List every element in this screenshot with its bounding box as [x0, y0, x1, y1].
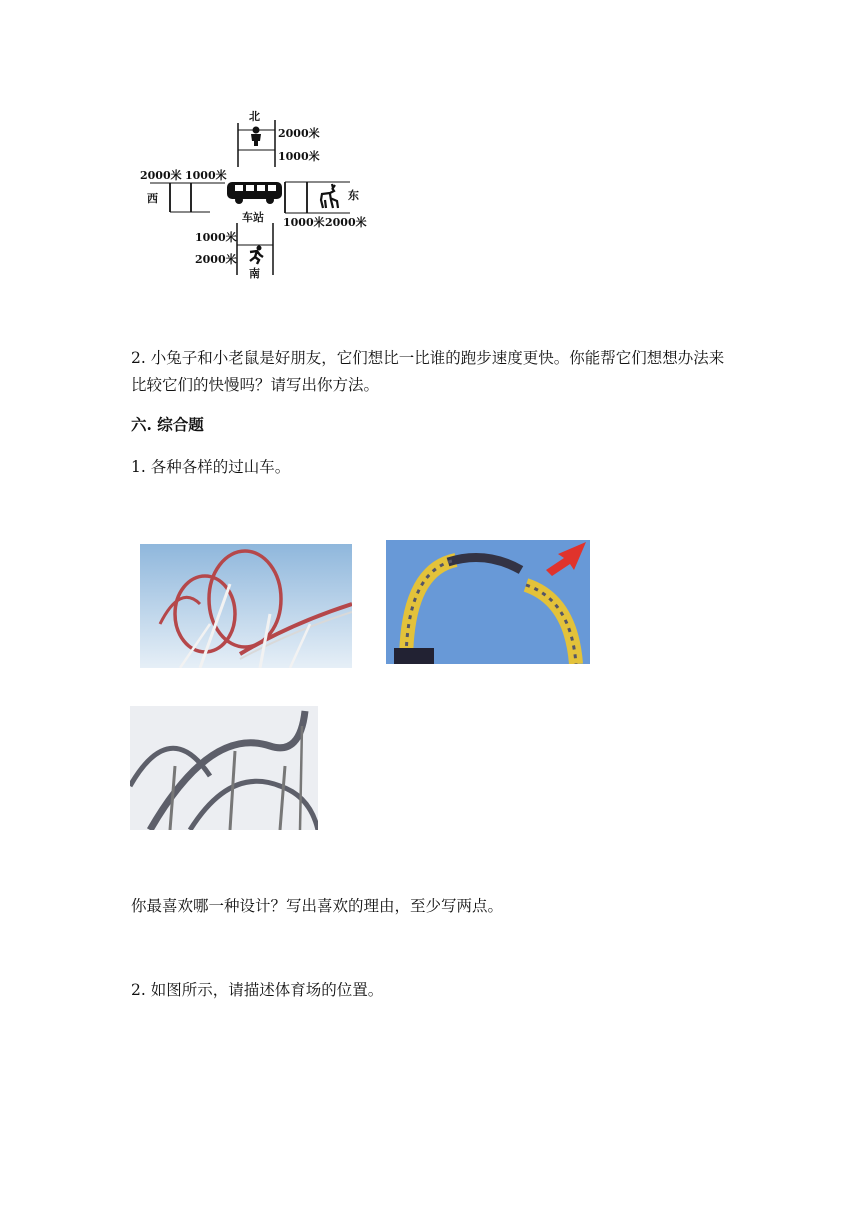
section-six-heading: 六. 综合题 [131, 415, 204, 434]
direction-map [135, 105, 375, 285]
west-label: 西 [147, 192, 158, 205]
runner-south-icon [247, 245, 265, 265]
south-near-distance: 1000米 [195, 231, 237, 244]
bus-icon [225, 179, 285, 205]
deer-east-icon [318, 183, 340, 209]
north-label: 北 [249, 110, 260, 123]
west-near-distance: 1000米 [185, 169, 227, 182]
coaster-photo-red-loops [140, 544, 352, 668]
coaster-photo-yellow-arch [386, 540, 590, 664]
west-far-distance: 2000米 [140, 169, 182, 182]
south-far-distance: 2000米 [195, 253, 237, 266]
east-label: 东 [348, 189, 359, 202]
east-far-distance: 2000米 [325, 216, 367, 229]
coaster-yellow-arch-image [386, 540, 590, 664]
north-far-distance: 2000米 [278, 127, 320, 140]
east-near-distance: 1000米 [283, 216, 325, 229]
south-label: 南 [249, 267, 260, 280]
coaster-red-loops-image [140, 544, 352, 668]
question-6-1-prompt: 你最喜欢哪一种设计？写出喜欢的理由，至少写两点。 [131, 897, 504, 915]
question-6-1-title: 1. 各种各样的过山车。 [131, 458, 291, 476]
question-2-text: 2. 小兔子和小老鼠是好朋友，它们想比一比谁的跑步速度更快。你能帮它们想想办法来比较它们的快慢吗？请写出你方法。 [131, 349, 725, 394]
question-6-2-text: 2. 如图所示，请描述体育场的位置。 [131, 981, 384, 999]
station-label: 车站 [242, 211, 264, 224]
north-near-distance: 1000米 [278, 150, 320, 163]
coaster-gray-steel-image [130, 706, 318, 830]
coaster-photo-gray-steel [130, 706, 318, 830]
person-north-icon [248, 126, 264, 146]
